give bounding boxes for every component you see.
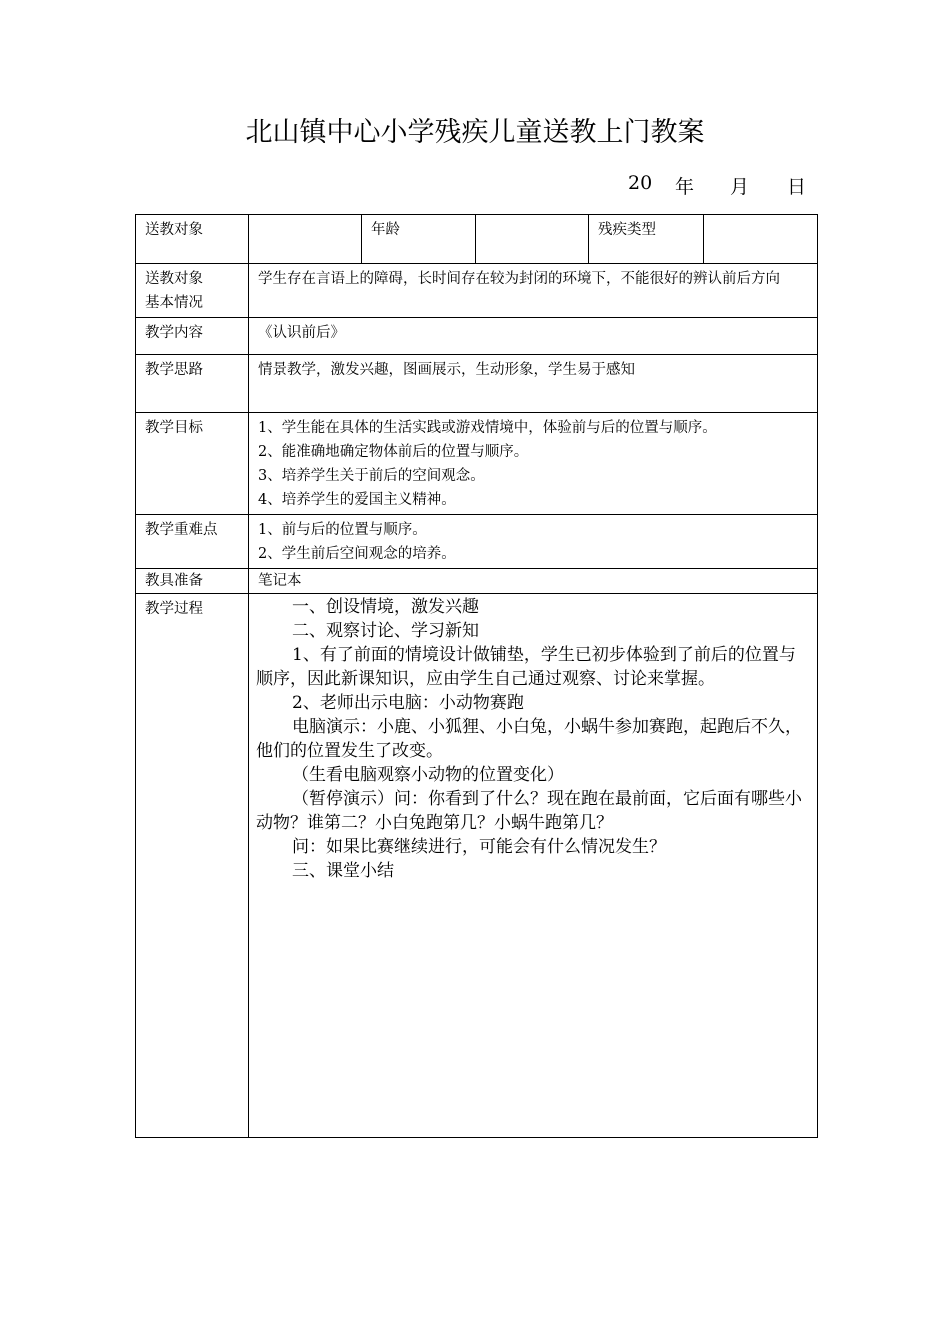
- age-value: [476, 215, 589, 264]
- goal-item: 3、培养学生关于前后的空间观念。: [258, 468, 485, 484]
- process-paragraph: （生看电脑观察小动物的位置变化）: [292, 765, 564, 785]
- process-value: [249, 594, 818, 1138]
- process-paragraph: 三、课堂小结: [292, 861, 394, 881]
- goal-item: 2、能准确地确定物体前后的位置与顺序。: [258, 444, 529, 460]
- process-paragraph: （暂停演示）问：你看到了什么？现在跑在最前面，它后面有哪些小动物？谁第二？小白兔跑第几？小蜗牛跑第几？: [256, 789, 802, 833]
- document-title: 北山镇中心小学残疾儿童送教上门教案: [245, 117, 705, 148]
- tools-label: 教具准备: [136, 569, 249, 594]
- idea-row: [136, 355, 818, 413]
- basic-info-label: [136, 264, 249, 318]
- difficulty-item: 2、学生前后空间观念的培养。: [258, 546, 456, 562]
- lesson-plan-table: [135, 214, 818, 1138]
- disability-value: [704, 215, 818, 264]
- idea-value: 情景教学，激发兴趣，图画展示，生动形象，学生易于感知: [249, 355, 818, 413]
- difficulties-value: [249, 515, 818, 569]
- idea-label: 教学思路: [136, 355, 249, 413]
- date-day-label: 日: [787, 176, 807, 198]
- difficulty-item: 1、前与后的位置与顺序。: [258, 522, 427, 538]
- process-paragraph: 问：如果比赛继续进行，可能会有什么情况发生？: [292, 837, 666, 857]
- process-paragraph: 2、老师出示电脑：小动物赛跑: [292, 693, 524, 713]
- process-paragraph: 二、观察讨论、学习新知: [292, 621, 479, 641]
- goal-item: 4、培养学生的爱国主义精神。: [258, 492, 456, 508]
- goals-value: [249, 413, 818, 515]
- process-paragraph: 一、创设情境，激发兴趣: [292, 597, 479, 617]
- basic-info-label-line1: 送教对象: [145, 271, 203, 287]
- goals-label: 教学目标: [136, 413, 249, 515]
- age-label: 年龄: [362, 215, 476, 264]
- process-row: [136, 594, 818, 1138]
- difficulties-row: [136, 515, 818, 569]
- disability-label: 残疾类型: [589, 215, 704, 264]
- difficulties-label: 教学重难点: [136, 515, 249, 569]
- date-year-label: 年: [675, 176, 695, 198]
- process-paragraph: 1、有了前面的情境设计做铺垫，学生已初步体验到了前后的位置与顺序，因此新课知识，应由学生自己通过观察、讨论来掌握。: [256, 645, 796, 689]
- tools-row: [136, 569, 818, 594]
- content-row: [136, 318, 818, 355]
- date-year-prefix: 20: [628, 172, 653, 194]
- target-label: 送教对象: [136, 215, 249, 264]
- target-value: [249, 215, 362, 264]
- date-month-label: 月: [730, 176, 750, 198]
- basic-info-row: [136, 264, 818, 318]
- process-label: 教学过程: [136, 594, 249, 1138]
- tools-value: 笔记本: [249, 569, 818, 594]
- basic-info-value: 学生存在言语上的障碍，长时间存在较为封闭的环境下，不能很好的辨认前后方向: [249, 264, 818, 318]
- goal-item: 1、学生能在具体的生活实践或游戏情境中，体验前与后的位置与顺序。: [258, 420, 717, 436]
- content-value: 《认识前后》: [249, 318, 818, 355]
- basic-info-label-line2: 基本情况: [145, 295, 203, 311]
- goals-row: [136, 413, 818, 515]
- header-row: [136, 215, 818, 264]
- process-paragraph: 电脑演示：小鹿、小狐狸、小白兔，小蜗牛参加赛跑，起跑后不久，他们的位置发生了改变。: [256, 717, 802, 761]
- content-label: 教学内容: [136, 318, 249, 355]
